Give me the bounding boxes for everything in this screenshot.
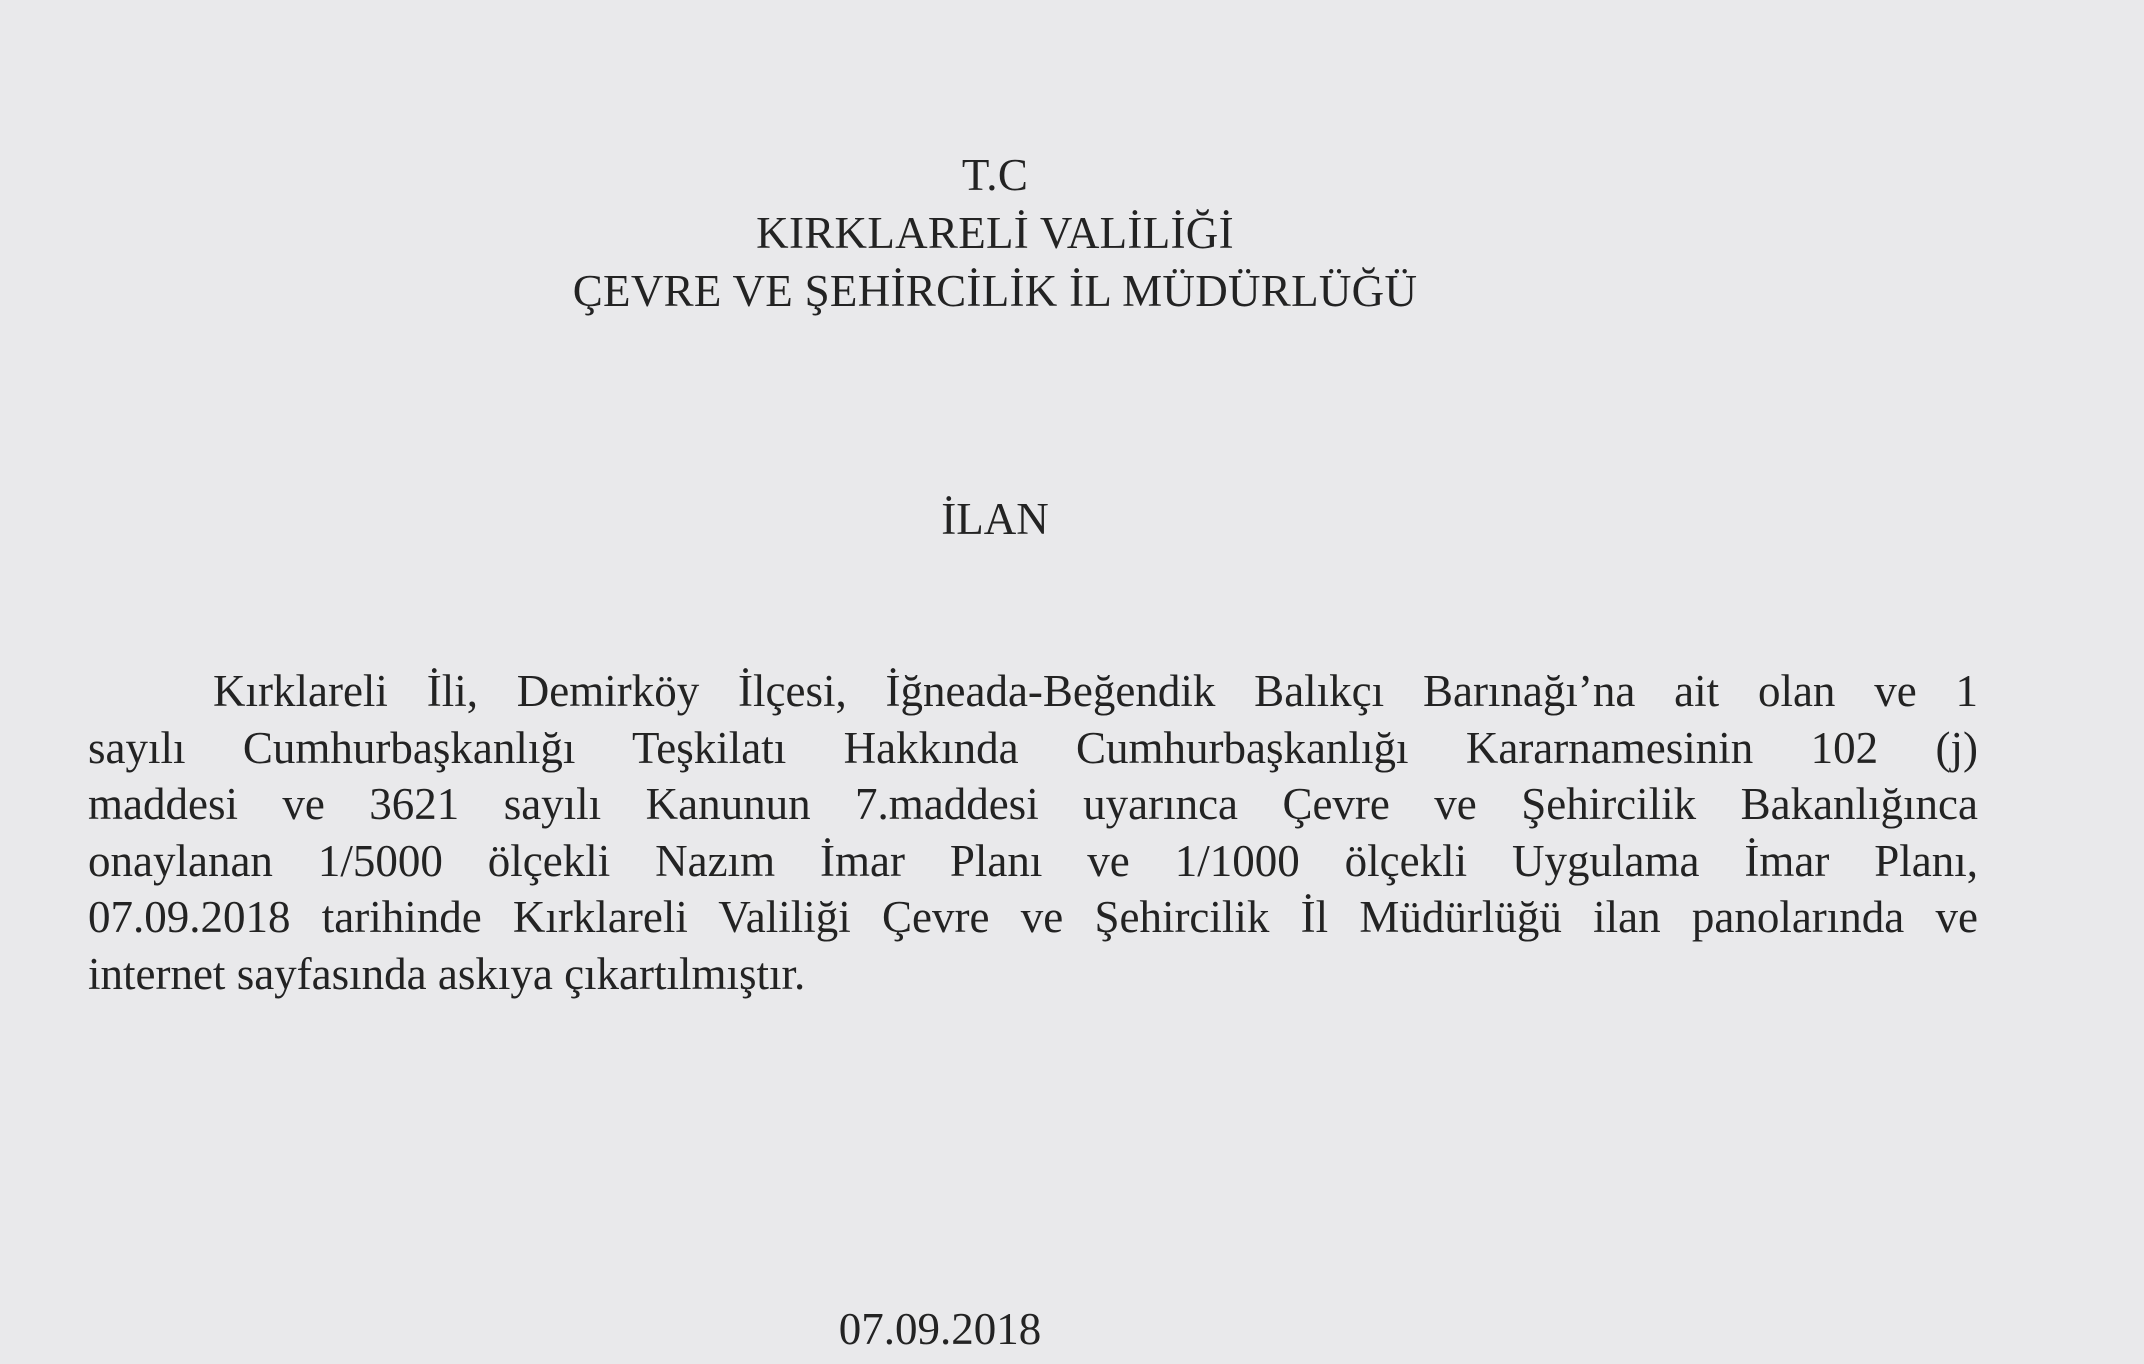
announcement-date: 07.09.2018 [838, 1304, 1042, 1354]
announcement-title: İLAN [941, 494, 1049, 544]
body-line-3: maddesi ve 3621 sayılı Kanunun 7.maddesi uyarınca Çevre ve Şehircilik Bakanlığınca [88, 779, 1978, 829]
body-line-4: onaylanan 1/5000 ölçekli Nazım İmar Planı ve 1/1000 ölçekli Uygulama İmar Planı, [88, 835, 1978, 886]
header-line-directorate: ÇEVRE VE ŞEHİRCİLİK İL MÜDÜRLÜĞÜ [572, 266, 1418, 316]
body-line-6: internet sayfasında askıya çıkartılmıştır. [88, 948, 806, 999]
body-line-1: Kırklareli İli, Demirköy İlçesi, İğneada-Beğendik Balıkçı Barınağı’na ait olan ve 1 [213, 666, 1978, 716]
announcement-body [88, 663, 1978, 1002]
header-line-governorship: KIRKLARELİ VALİLİĞİ [756, 208, 1234, 258]
header-line-tc: T.C [961, 150, 1029, 200]
body-line-2: sayılı Cumhurbaşkanlığı Teşkilatı Hakkında Cumhurbaşkanlığı Kararnamesinin 102 (j) [88, 722, 1978, 773]
document-header [0, 146, 1990, 320]
body-line-5: 07.09.2018 tarihinde Kırklareli Valiliği Çevre ve Şehircilik İl Müdürlüğü ilan panolarında ve [88, 892, 1978, 942]
